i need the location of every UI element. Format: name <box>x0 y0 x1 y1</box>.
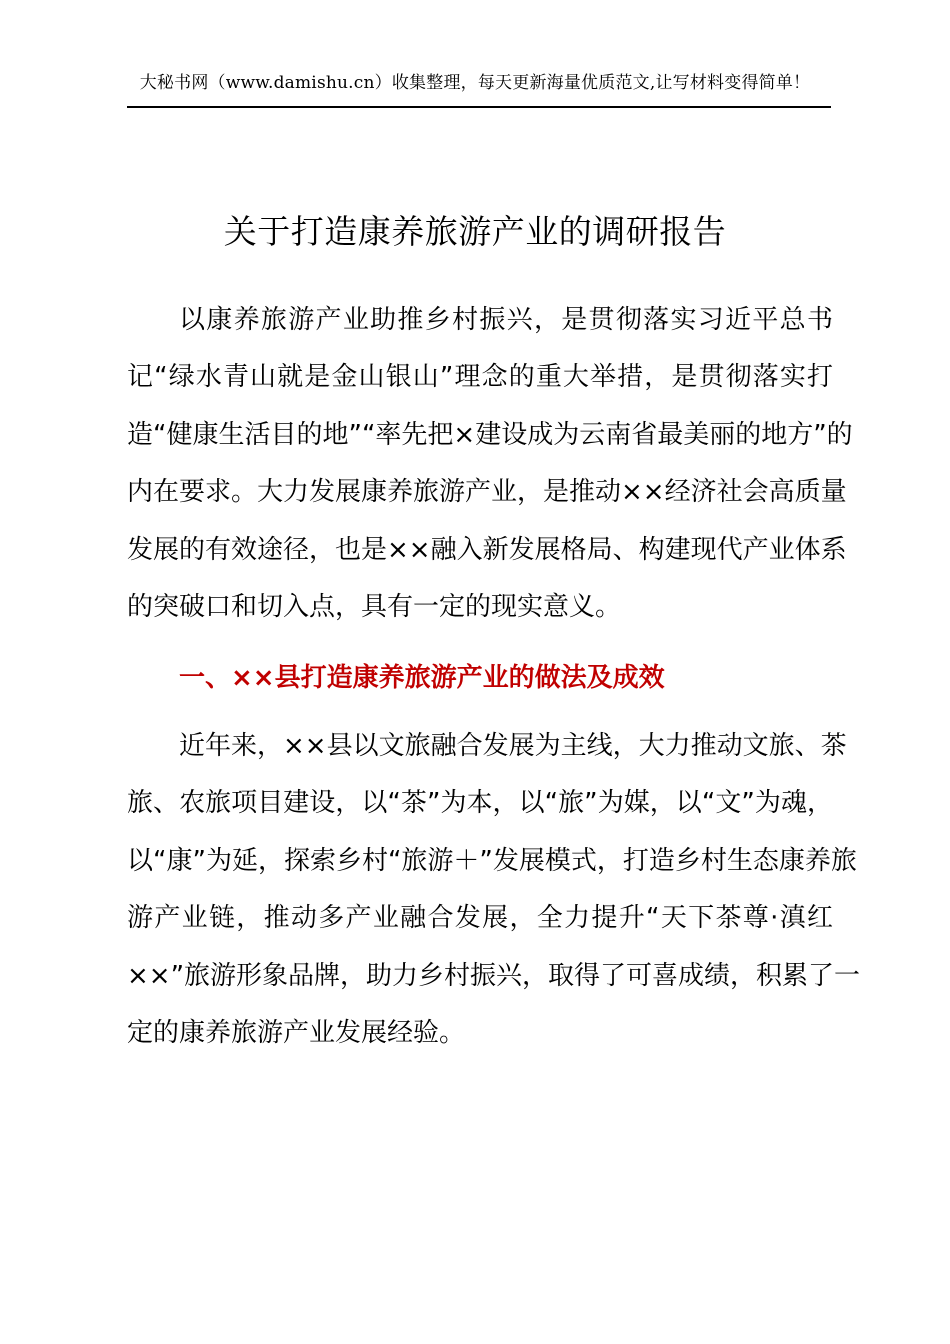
page-header: 大秘书网（www.damishu.cn）收集整理，每天更新海量优质范文,让写材料变得简单！ <box>139 73 811 93</box>
header-divider <box>127 106 831 108</box>
paragraph-line: 造“健康生活目的地”“率先把×建设成为云南省最美丽的地方”的 <box>127 419 853 450</box>
paragraph-line: ××”旅游形象品牌，助力乡村振兴，取得了可喜成绩，积累了一 <box>127 960 861 991</box>
paragraph-line: 游产业链，推动多产业融合发展，全力提升“天下茶尊·滇红 <box>127 903 833 934</box>
paragraph-section1 <box>127 718 861 1062</box>
document-title: 关于打造康养旅游产业的调研报告 <box>223 212 727 251</box>
paragraph-line: 近年来，××县以文旅融合发展为主线，大力推动文旅、茶 <box>179 731 847 761</box>
paragraph-line: 记“绿水青山就是金山银山”理念的重大举措，是贯彻落实打 <box>127 362 833 393</box>
paragraph-line: 发展的有效途径，也是××融入新发展格局、构建现代产业体系 <box>127 534 847 565</box>
paragraph-line: 定的康养旅游产业发展经验。 <box>127 1017 466 1048</box>
paragraph-line: 内在要求。大力发展康养旅游产业，是推动××经济社会高质量 <box>127 477 847 508</box>
section-heading: 一、××县打造康养旅游产业的做法及成效 <box>179 663 665 693</box>
paragraph-line: 以康养旅游产业助推乡村振兴，是贯彻落实习近平总书 <box>179 305 833 335</box>
paragraph-line: 旅、农旅项目建设，以“茶”为本，以“旅”为媒，以“文”为魂， <box>127 788 833 819</box>
paragraph-intro <box>127 292 853 636</box>
paragraph-line: 的突破口和切入点，具有一定的现实意义。 <box>127 591 622 622</box>
paragraph-line: 以“康”为延，探索乡村“旅游＋”发展模式，打造乡村生态康养旅 <box>127 845 857 876</box>
